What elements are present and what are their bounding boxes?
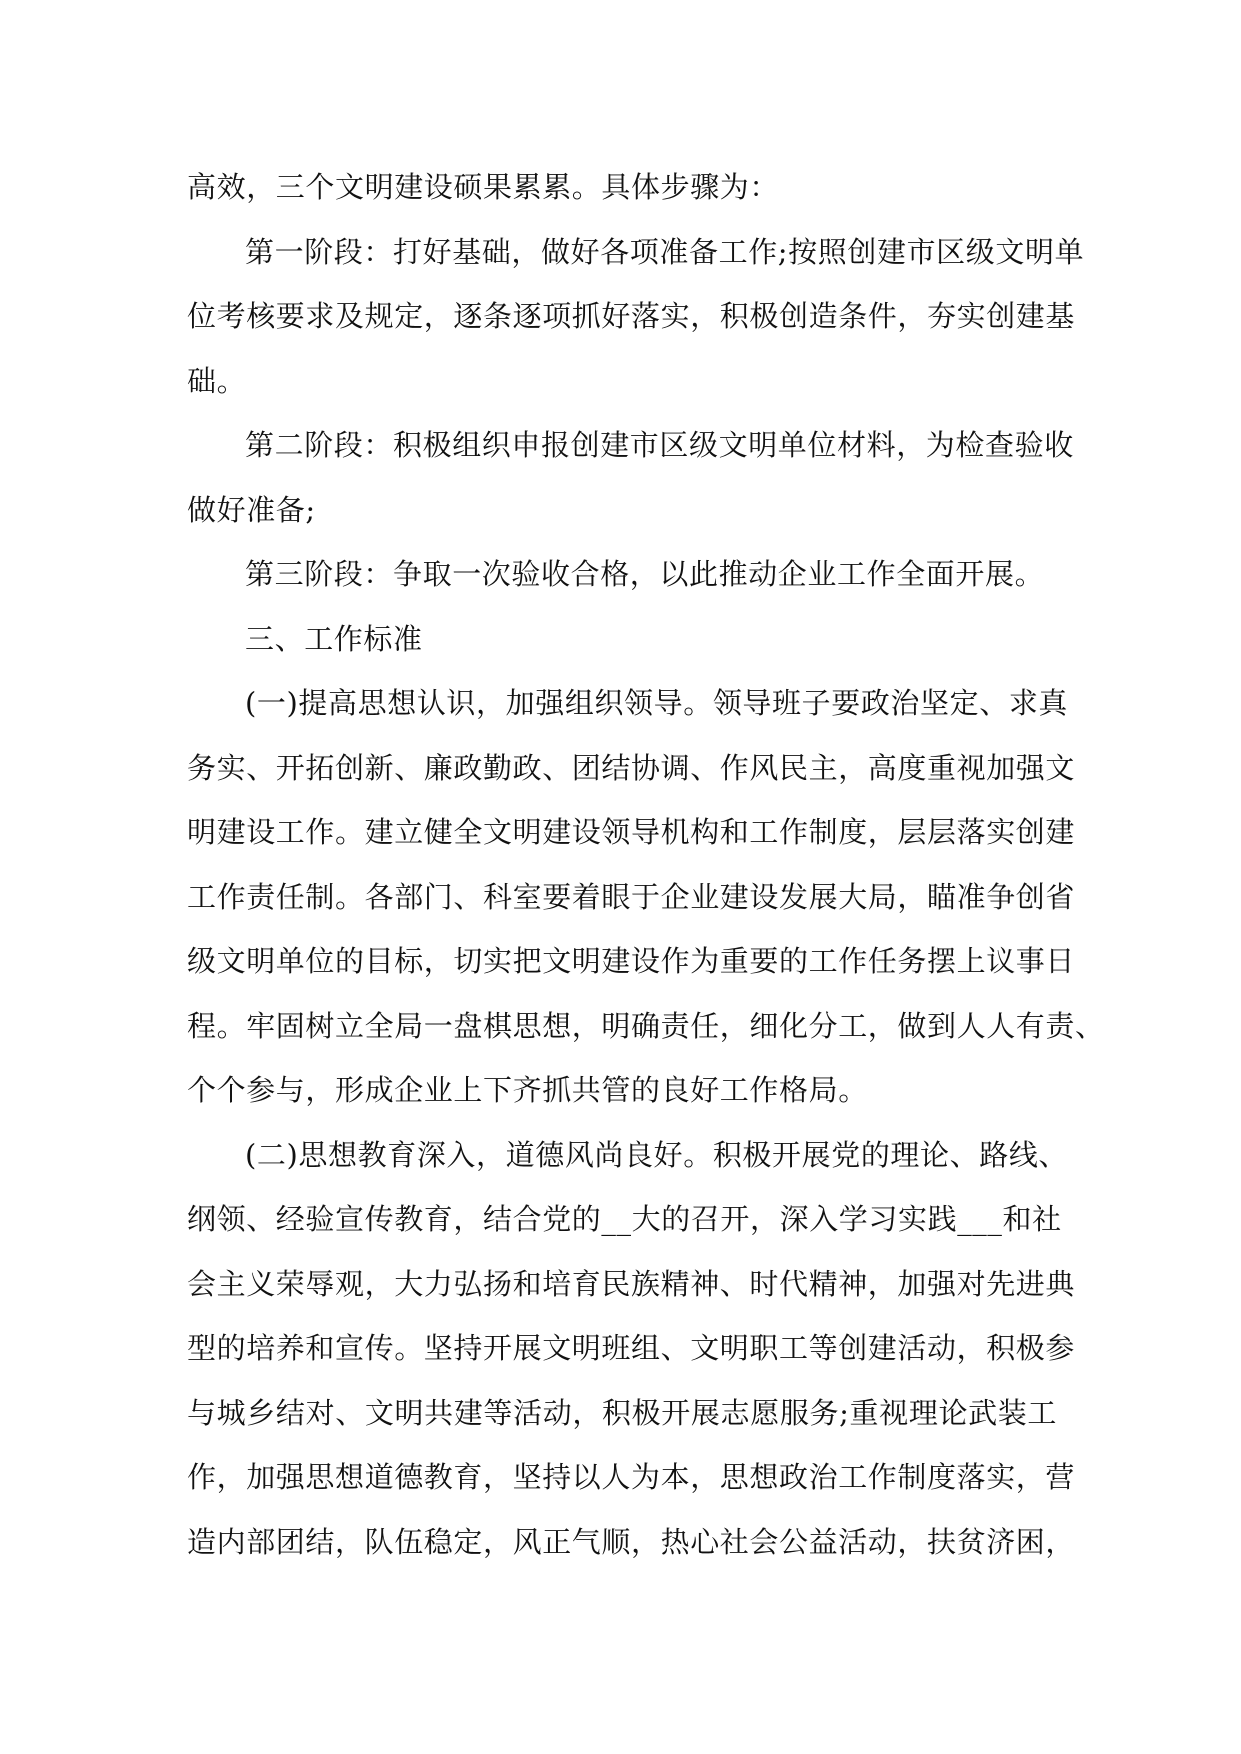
text-line: 位考核要求及规定，逐条逐项抓好落实，积极创造条件，夯实创建基 (187, 299, 1076, 333)
text-line: 级文明单位的目标，切实把文明建设作为重要的工作任务摆上议事日 (187, 944, 1076, 978)
paragraph-steps-intro (187, 155, 1057, 220)
paragraph-standard-two (187, 1123, 1076, 1575)
text-line: 程。牢固树立全局一盘棋思想，明确责任，细化分工，做到人人有责、 (187, 1008, 1105, 1043)
text-line: 高效，三个文明建设硕果累累。具体步骤为： (187, 170, 780, 204)
text-line: 三、工作标准 (245, 621, 423, 656)
text-line: 作，加强思想道德教育，坚持以人为本，思想政治工作制度落实，营 (187, 1460, 1076, 1494)
text-line: (二)思想教育深入，道德风尚良好。积极开展党的理论、路线、 (245, 1137, 1069, 1172)
text-line: 务实、开拓创新、廉政勤政、团结协调、作风民主，高度重视加强文 (187, 750, 1076, 785)
text-line: 础。 (187, 363, 247, 398)
paragraph-stage-three (187, 542, 1057, 607)
text-line: 第一阶段：打好基础，做好各项准备工作;按照创建市区级文明单 (245, 234, 1085, 269)
paragraph-stage-one (187, 220, 1085, 414)
text-line: 型的培养和宣传。坚持开展文明班组、文明职工等创建活动，积极参 (187, 1331, 1076, 1365)
text-line: 明建设工作。建立健全文明建设领导机构和工作制度，层层落实创建 (187, 815, 1076, 849)
text-line: 造内部团结，队伍稳定，风正气顺，热心社会公益活动，扶贫济困， (187, 1524, 1076, 1559)
text-line: 工作责任制。各部门、科室要着眼于企业建设发展大局，瞄准争创省 (187, 879, 1076, 914)
paragraph-stage-two (187, 413, 1074, 542)
text-line: 第二阶段：积极组织申报创建市区级文明单位材料，为检查验收 (245, 428, 1074, 462)
document-body (187, 155, 1105, 1574)
text-line: 会主义荣辱观，大力弘扬和培育民族精神、时代精神，加强对先进典 (187, 1266, 1076, 1301)
paragraph-standard-one (187, 671, 1105, 1123)
text-line: (一)提高思想认识，加强组织领导。领导班子要政治坚定、求真 (245, 686, 1069, 720)
text-line: 第三阶段：争取一次验收合格，以此推动企业工作全面开展。 (245, 557, 1045, 591)
section-heading-work-standards (187, 607, 1057, 672)
text-line: 纲领、经验宣传教育，结合党的__大的召开，深入学习实践___和社 (187, 1202, 1062, 1236)
text-line: 与城乡结对、文明共建等活动，积极开展志愿服务;重视理论武装工 (187, 1395, 1057, 1430)
text-line: 做好准备; (187, 492, 316, 527)
text-line: 个个参与，形成企业上下齐抓共管的良好工作格局。 (187, 1073, 868, 1107)
